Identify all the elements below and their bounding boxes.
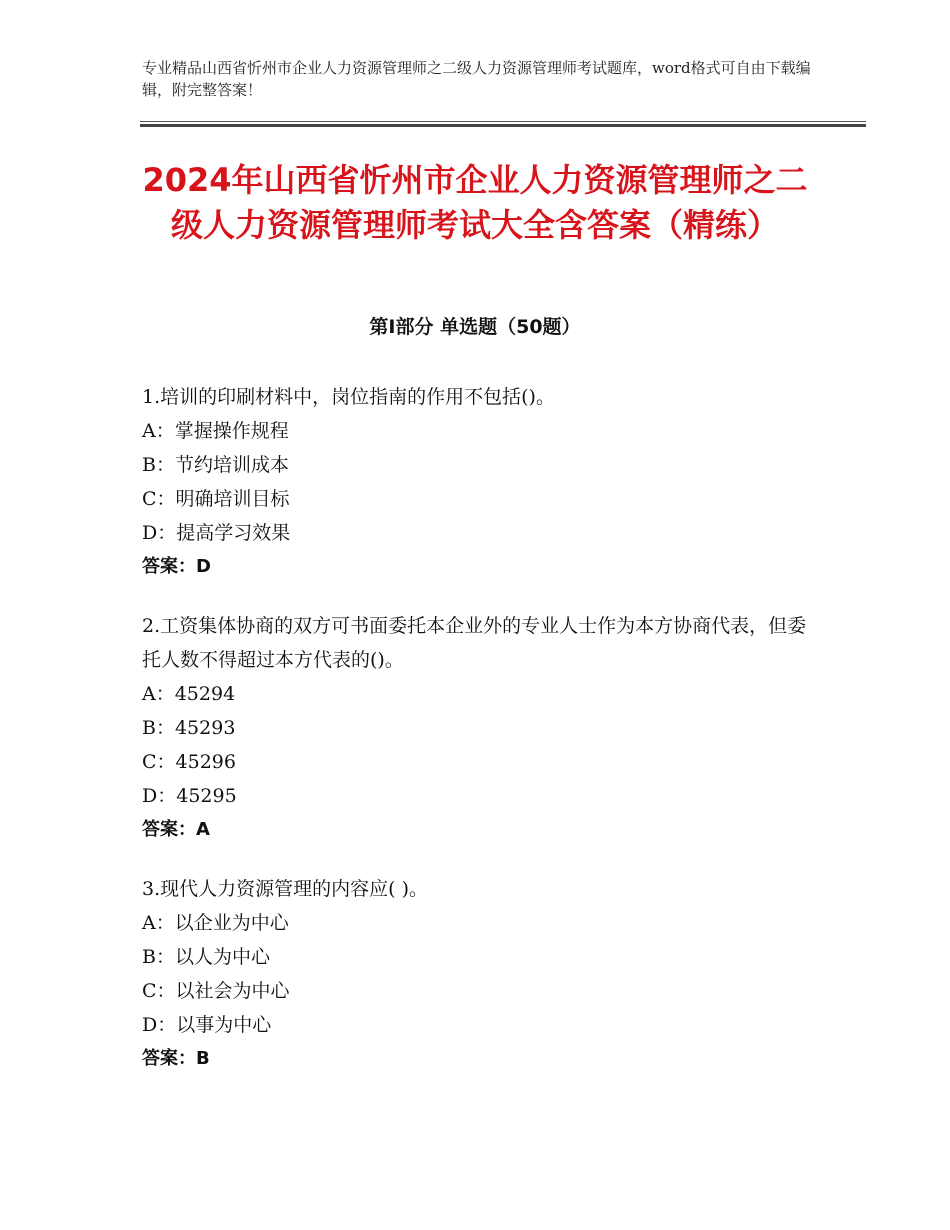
option-b: B：节约培训成本 [142,454,289,476]
option-d: D：以事为中心 [142,1014,272,1036]
option-c: C：明确培训目标 [142,488,290,510]
option-c: C：以社会为中心 [142,980,290,1002]
header-rule-thin [140,121,866,122]
question-answer: 答案：B [142,1048,210,1069]
option-b: B：以人为中心 [142,946,270,968]
section-title: 第Ⅰ部分 单选题（50题） [369,316,581,338]
question-1 [142,380,822,584]
option-d: D：提高学习效果 [142,522,291,544]
option-d: D：45295 [142,785,237,807]
header-note: 专业精品山西省忻州市企业人力资源管理师之二级人力资源管理师考试题库，word格式可自由下载编辑，附完整答案！ [142,59,811,99]
question-answer: 答案：A [142,819,210,840]
question-3 [142,872,822,1076]
question-stem: 1.培训的印刷材料中，岗位指南的作用不包括()。 [142,386,555,408]
option-a: A：掌握操作规程 [142,420,289,442]
question-list [142,380,822,1101]
question-stem: 3.现代人力资源管理的内容应( )。 [142,878,428,900]
question-2 [142,609,822,847]
option-a: A：45294 [142,683,236,705]
option-b: B：45293 [142,717,236,739]
option-c: C：45296 [142,751,236,773]
header-rule-thick [140,124,866,127]
option-a: A：以企业为中心 [142,912,289,934]
question-answer: 答案：D [142,556,211,577]
document-title: 2024年山西省忻州市企业人力资源管理师之二级人力资源管理师考试大全含答案（精练） [142,161,808,244]
question-stem: 2.工资集体协商的双方可书面委托本企业外的专业人士作为本方协商代表，但委托人数不得超过本方代表的()。 [142,615,807,671]
